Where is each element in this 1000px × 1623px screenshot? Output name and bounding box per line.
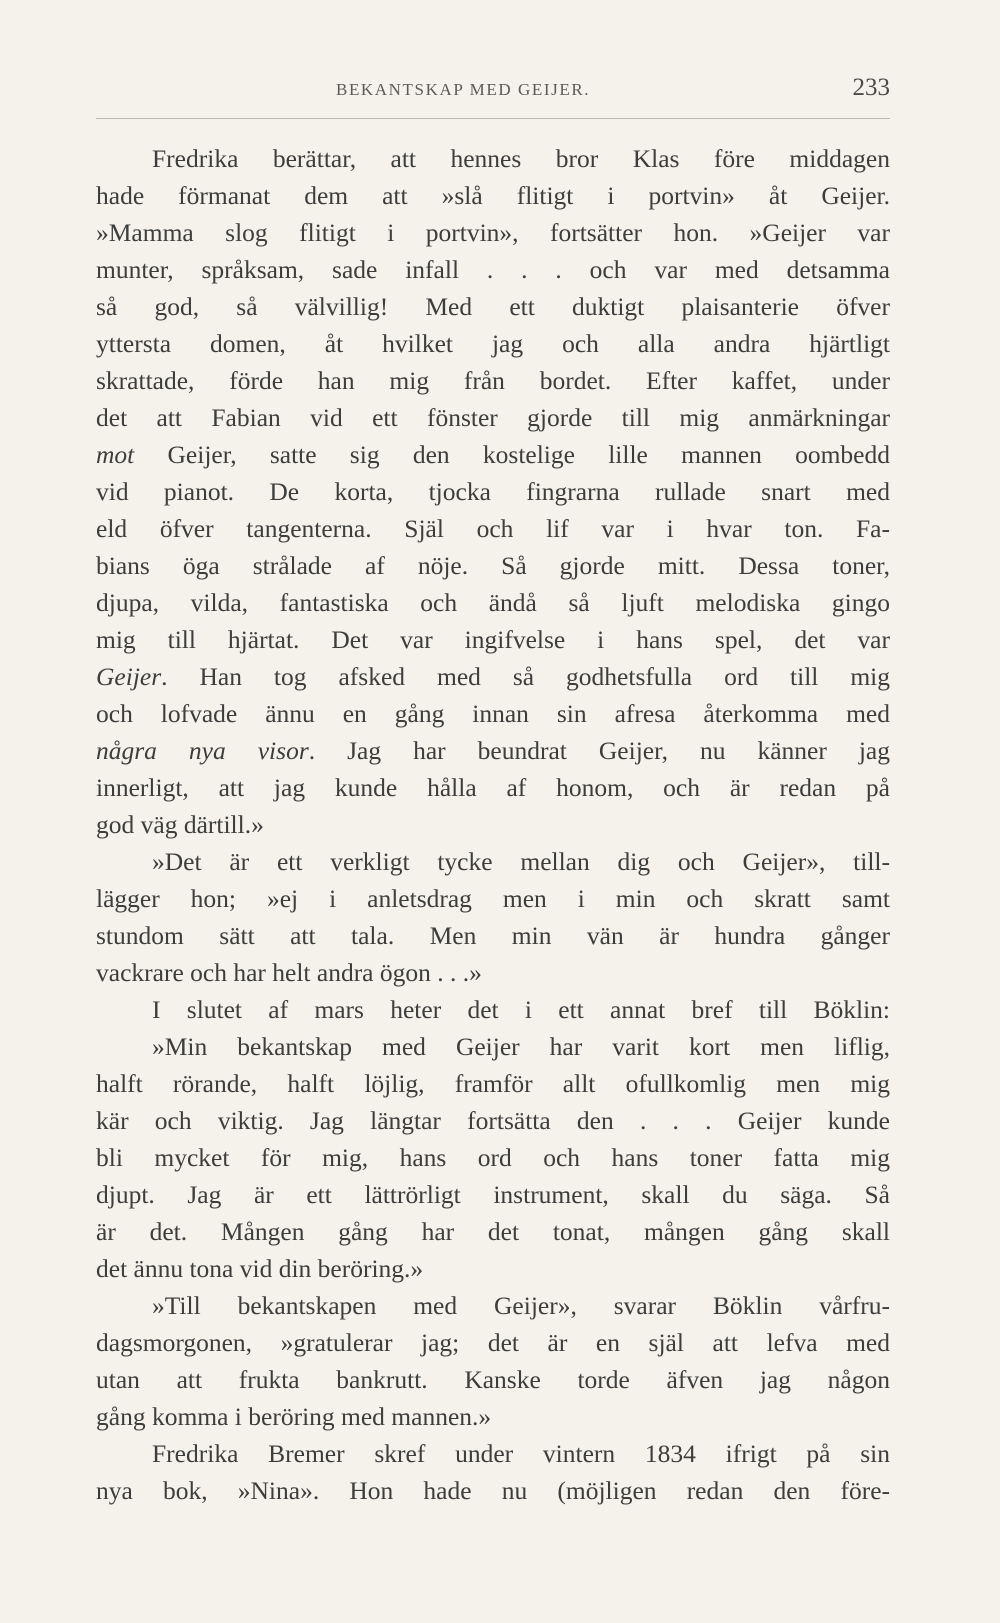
- text-line: [96, 806, 890, 843]
- text-segment: yttersta domen, åt hvilket jag och alla andra hjärtligt: [96, 329, 890, 358]
- text-segment: det att Fabian vid ett fönster gjorde till mig anmärkningar: [96, 403, 890, 432]
- text-segment: I slutet af mars heter det i ett annat bref till Böklin:: [152, 995, 890, 1024]
- text-segment: är det. Mången gång har det tonat, mången gång skall: [96, 1217, 890, 1246]
- text-line: [96, 1102, 890, 1139]
- text-segment: mig till hjärtat. Det var ingifvelse i hans spel, det var: [96, 625, 890, 654]
- text-segment: skrattade, förde han mig från bordet. Efter kaffet, under: [96, 366, 890, 395]
- page-header: [96, 74, 890, 110]
- text-segment: vid pianot. De korta, tjocka fingrarna rullade snart med: [96, 477, 890, 506]
- text-line: [96, 325, 890, 362]
- text-segment: Fredrika Bremer skref under vintern 1834 ifrigt på sin: [152, 1439, 890, 1468]
- text-segment: stundom sätt att tala. Men min vän är hundra gånger: [96, 921, 890, 950]
- text-segment: så god, så välvillig! Med ett duktigt plaisanterie öfver: [96, 292, 890, 321]
- text-line: [96, 214, 890, 251]
- text-line: [96, 954, 890, 991]
- text-line: [96, 473, 890, 510]
- text-line: [96, 1324, 890, 1361]
- text-segment: Fredrika berättar, att hennes bror Klas före middagen: [152, 144, 890, 173]
- text-segment: . Jag har beundrat Geijer, nu känner jag: [308, 736, 890, 765]
- text-line: [96, 399, 890, 436]
- text-line: [96, 177, 890, 214]
- text-line: [96, 621, 890, 658]
- text-segment: »Mamma slog flitigt i portvin», fortsätter hon. »Geijer var: [96, 218, 890, 247]
- text-line: [96, 288, 890, 325]
- text-line: [96, 584, 890, 621]
- text-line: [96, 140, 890, 177]
- italic-text: Geijer: [96, 662, 162, 691]
- text-line: [96, 510, 890, 547]
- body-text: [96, 140, 890, 1509]
- text-line: [96, 1139, 890, 1176]
- text-segment: eld öfver tangenterna. Själ och lif var i hvar ton. Fa-: [96, 514, 890, 543]
- text-segment: och lofvade ännu en gång innan sin afresa återkomma med: [96, 699, 890, 728]
- text-line: [96, 1028, 890, 1065]
- running-title: BEKANTSKAP MED GEIJER.: [336, 80, 591, 99]
- text-segment: »Min bekantskap med Geijer har varit kort men liflig,: [152, 1032, 890, 1061]
- text-line: [96, 1287, 890, 1324]
- text-line: [96, 1398, 890, 1435]
- text-segment: nya bok, »Nina». Hon hade nu (möjligen redan den före-: [96, 1476, 890, 1505]
- text-line: [96, 917, 890, 954]
- text-line: [96, 769, 890, 806]
- text-segment: halft rörande, halft löjlig, framför allt ofullkomlig men mig: [96, 1069, 890, 1098]
- text-segment: lägger hon; »ej i anletsdrag men i min och skratt samt: [96, 884, 890, 913]
- text-segment: bians öga strålade af nöje. Så gjorde mitt. Dessa toner,: [96, 551, 890, 580]
- text-segment: Geijer, satte sig den kostelige lille mannen oombedd: [134, 440, 890, 469]
- text-line: [96, 658, 890, 695]
- italic-text: några nya visor: [96, 736, 309, 765]
- text-segment: djupt. Jag är ett lättrörligt instrument, skall du säga. Så: [96, 1180, 890, 1209]
- text-segment: gång komma i beröring med mannen.»: [96, 1402, 492, 1431]
- text-segment: kär och viktig. Jag längtar fortsätta den . . . Geijer kunde: [96, 1106, 890, 1135]
- text-line: [96, 1361, 890, 1398]
- text-segment: det ännu tona vid din beröring.»: [96, 1254, 424, 1283]
- text-line: [96, 880, 890, 917]
- text-line: [96, 732, 890, 769]
- text-segment: bli mycket för mig, hans ord och hans toner fatta mig: [96, 1143, 890, 1172]
- text-segment: innerligt, att jag kunde hålla af honom, och är redan på: [96, 773, 890, 802]
- page-number: 233: [852, 74, 890, 101]
- text-segment: utan att frukta bankrutt. Kanske torde äfven jag någon: [96, 1365, 890, 1394]
- text-line: [96, 1435, 890, 1472]
- text-line: [96, 1065, 890, 1102]
- text-segment: »Till bekantskapen med Geijer», svarar Böklin vårfru-: [152, 1291, 890, 1320]
- text-segment: . Han tog afsked med så godhetsfulla ord till mig: [161, 662, 890, 691]
- text-line: [96, 843, 890, 880]
- text-line: [96, 1213, 890, 1250]
- text-line: [96, 1472, 890, 1509]
- text-line: [96, 436, 890, 473]
- text-line: [96, 362, 890, 399]
- text-line: [96, 1176, 890, 1213]
- text-segment: djupa, vilda, fantastiska och ändå så ljuft melodiska gingo: [96, 588, 890, 617]
- text-line: [96, 695, 890, 732]
- text-segment: dagsmorgonen, »gratulerar jag; det är en själ att lefva med: [96, 1328, 890, 1357]
- text-segment: hade förmanat dem att »slå flitigt i portvin» åt Geijer.: [96, 181, 890, 210]
- text-segment: munter, språksam, sade infall . . . och var med detsamma: [96, 255, 890, 284]
- italic-text: mot: [96, 440, 135, 469]
- text-line: [96, 547, 890, 584]
- header-rule: [96, 118, 890, 119]
- text-line: [96, 991, 890, 1028]
- text-segment: god väg därtill.»: [96, 810, 264, 839]
- text-segment: »Det är ett verkligt tycke mellan dig och Geijer», till-: [152, 847, 890, 876]
- text-line: [96, 1250, 890, 1287]
- text-segment: vackrare och har helt andra ögon . . .»: [96, 958, 482, 987]
- text-line: [96, 251, 890, 288]
